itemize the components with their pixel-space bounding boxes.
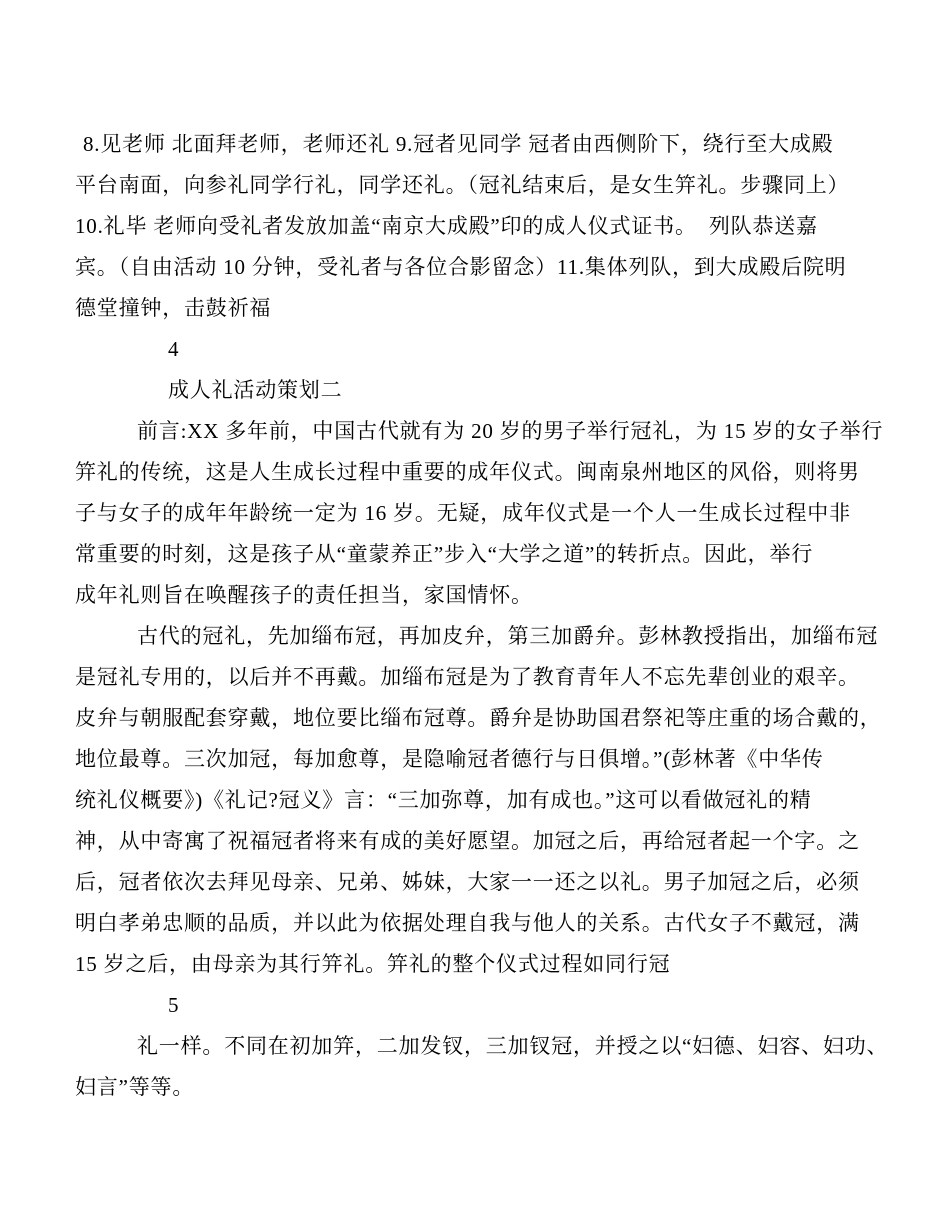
text-line: 古代的冠礼，先加缁布冠，再加皮弁，第三加爵弁。彭林教授指出，加缁布冠 bbox=[137, 624, 879, 648]
text-line: 5 bbox=[168, 993, 180, 1017]
text-line: 笄礼的传统，这是人生成长过程中重要的成年仪式。闽南泉州地区的风俗，则将男 bbox=[75, 460, 860, 484]
text-line: 皮弁与朝服配套穿戴，地位要比缁布冠尊。爵弁是协助国君祭祀等庄重的场合戴的， bbox=[75, 706, 882, 730]
text-line: 子与女子的成年年龄统一定为 16 岁。无疑，成年仪式是一个人一生成长过程中非 bbox=[75, 501, 851, 525]
text-line: 神，从中寄寓了祝福冠者将来有成的美好愿望。加冠之后，再给冠者起一个字。之 bbox=[75, 829, 860, 853]
text-line: 常重要的时刻，这是孩子从“童蒙养正”步入“大学之道”的转折点。因此，举行 bbox=[75, 542, 814, 566]
text-line: 8.见老师 北面拜老师，老师还礼 9.冠者见同学 冠者由西侧阶下，绕行至大成殿 bbox=[83, 132, 834, 156]
text-line: 统礼仪概要》)《礼记?冠义》言：“三加弥尊，加有成也。”这可以看做冠礼的精 bbox=[75, 788, 812, 812]
text-line: 地位最尊。三次加冠，每加愈尊，是隐喻冠者德行与日俱增。”(彭林著《中华传 bbox=[75, 747, 824, 771]
text-line: 成人礼活动策划二 bbox=[168, 378, 343, 402]
text-line: 德堂撞钟，击鼓祈福 bbox=[75, 296, 272, 320]
text-line: 10.礼毕 老师向受礼者发放加盖“南京大成殿”印的成人仪式证书。 列队恭送嘉 bbox=[75, 214, 818, 238]
text-line: 妇言”等等。 bbox=[75, 1075, 195, 1099]
text-line: 礼一样。不同在初加笄，二加发钗，三加钗冠，并授之以“妇德、妇容、妇功、 bbox=[137, 1034, 889, 1058]
text-line: 明白孝弟忠顺的品质，并以此为依据处理自我与他人的关系。古代女子不戴冠，满 bbox=[75, 911, 860, 935]
text-line: 前言:XX 多年前，中国古代就有为 20 岁的男子举行冠礼，为 15 岁的女子举行 bbox=[137, 419, 884, 443]
text-line: 4 bbox=[168, 337, 180, 361]
text-line: 平台南面，向参礼同学行礼，同学还礼。（冠礼结束后，是女生笄礼。步骤同上） bbox=[75, 173, 850, 197]
text-line: 后，冠者依次去拜见母亲、兄弟、姊妹，大家一一还之以礼。男子加冠之后，必须 bbox=[75, 870, 860, 894]
text-line: 是冠礼专用的，以后并不再戴。加缁布冠是为了教育青年人不忘先辈创业的艰辛。 bbox=[75, 665, 860, 689]
text-line: 15 岁之后，由母亲为其行笄礼。笄礼的整个仪式过程如同行冠 bbox=[75, 952, 671, 976]
text-line: 成年礼则旨在唤醒孩子的责任担当，家国情怀。 bbox=[75, 583, 533, 607]
text-line: 宾。（自由活动 10 分钟，受礼者与各位合影留念）11.集体列队，到大成殿后院明 bbox=[75, 255, 847, 279]
